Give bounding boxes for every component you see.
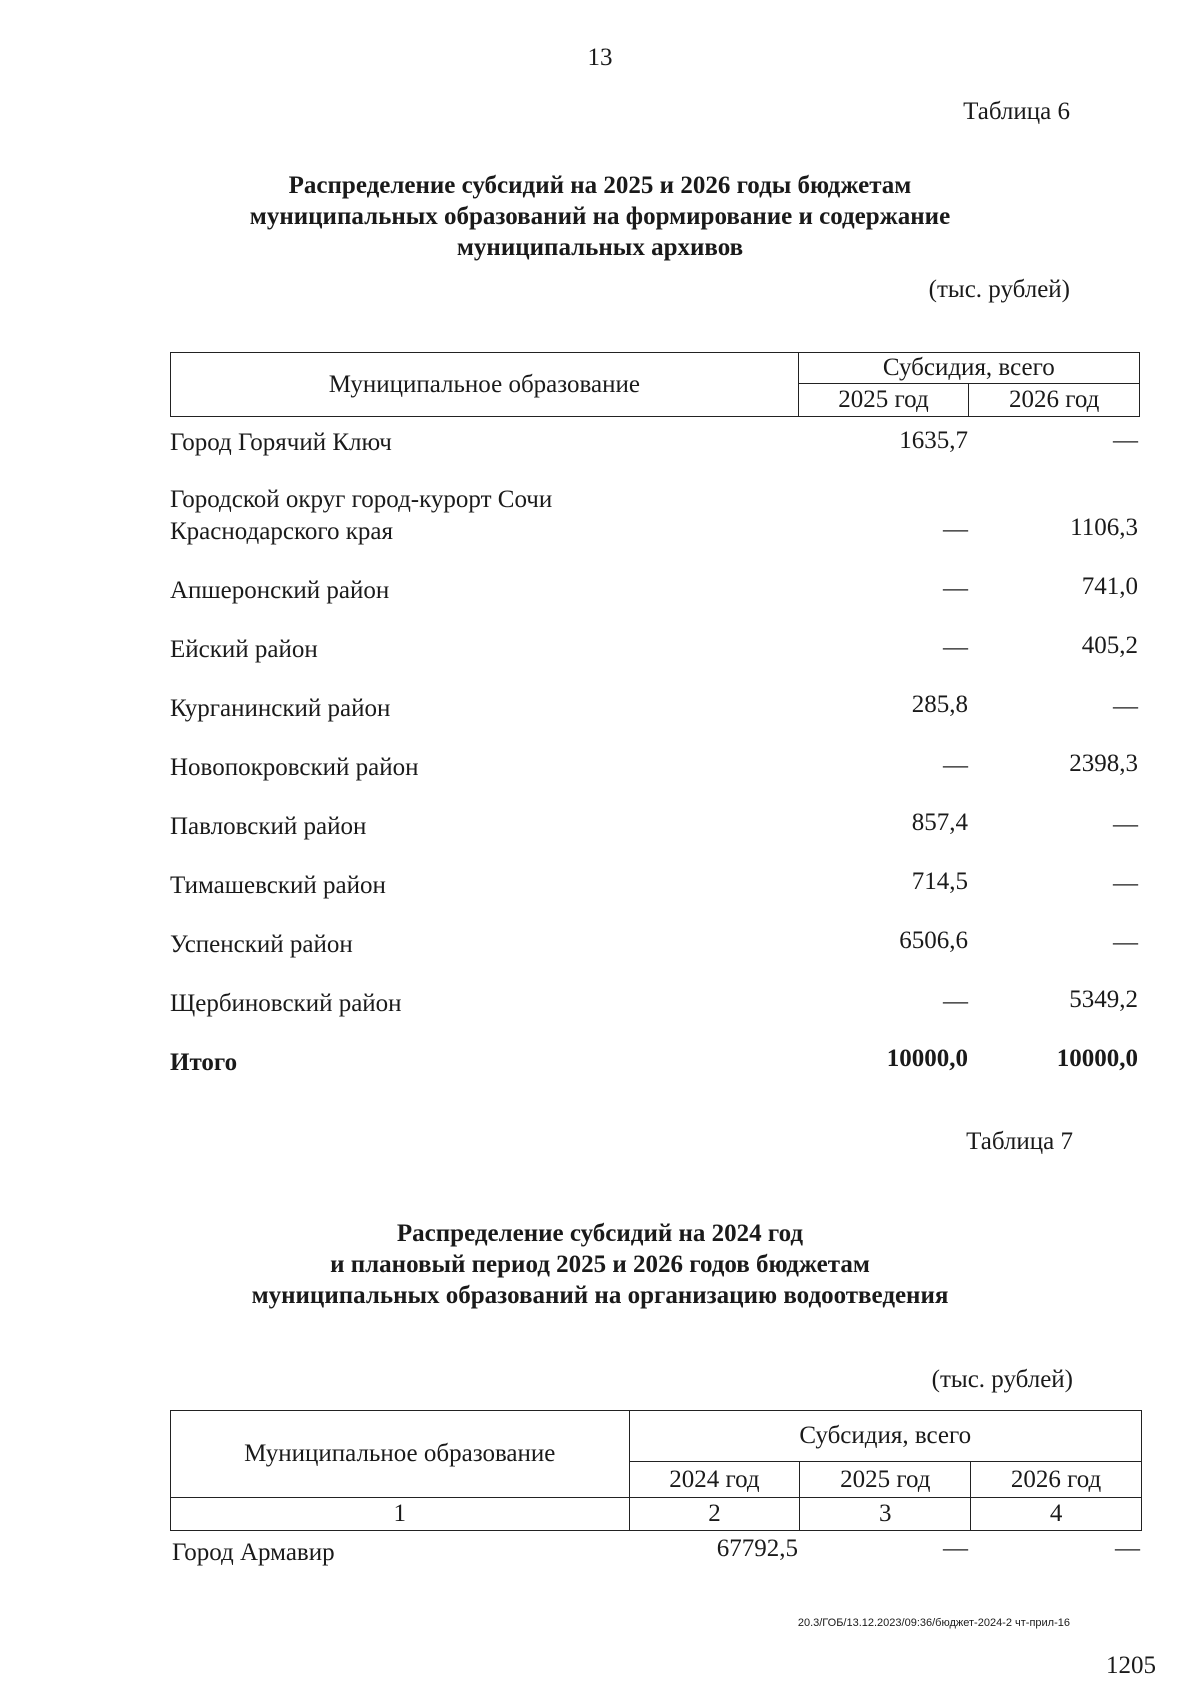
row-label-line: Краснодарского края: [170, 518, 393, 545]
total-2025: 10000,0: [886, 1045, 968, 1072]
page-number: 13: [587, 44, 613, 71]
table-row-label: Успенский район: [170, 931, 353, 958]
header-subsidy-total: Субсидия, всего: [629, 1411, 1141, 1462]
column-number: 3: [800, 1498, 971, 1531]
value-2025: 714,5: [911, 868, 968, 895]
value-2026: 1106,3: [1070, 514, 1138, 541]
value-2024: 67792,5: [716, 1535, 798, 1562]
value-2026: —: [1113, 693, 1138, 720]
value-2026: —: [1113, 929, 1138, 956]
value-2025: —: [943, 575, 968, 602]
column-number: 2: [629, 1498, 800, 1531]
column-number: 4: [971, 1498, 1142, 1531]
table-6-units: (тыс. рублей): [928, 276, 1070, 303]
table-row-label: Новопокровский район: [170, 754, 419, 781]
header-year-2026: 2026 год: [971, 1462, 1142, 1498]
document-code: 20.3/ГОБ/13.12.2023/09:36/бюджет-2024-2 чт-прил-16: [797, 1617, 1070, 1629]
row-label-line: Городской округ город-курорт Сочи: [170, 486, 553, 513]
value-2026: —: [1113, 870, 1138, 897]
total-2026: 10000,0: [1056, 1045, 1138, 1072]
value-2025: —: [943, 1535, 968, 1562]
header-year-2024: 2024 год: [629, 1462, 800, 1498]
value-2025: —: [943, 752, 968, 779]
table-7-header: [170, 1410, 1142, 1531]
table-7-title-line: муниципальных образований на организацию водоотведения: [251, 1282, 949, 1309]
table-row-label: Город Горячий Ключ: [170, 429, 392, 456]
value-2026: —: [1113, 427, 1138, 454]
table-6-header: [170, 352, 1140, 417]
value-2026: 5349,2: [1069, 986, 1138, 1013]
table-7-label: Таблица 7: [966, 1128, 1073, 1155]
table-row-label: Тимашевский район: [170, 872, 386, 899]
table-row-label: Город Армавир: [172, 1539, 335, 1566]
table-6-title-line: муниципальных образований на формирование и содержание: [249, 203, 951, 230]
table-6-title-line: Распределение субсидий на 2025 и 2026 годы бюджетам: [288, 172, 912, 199]
header-municipality: Муниципальное образование: [171, 353, 799, 417]
header-year-2026: 2026 год: [969, 384, 1140, 417]
column-number: 1: [171, 1498, 630, 1531]
header-municipality: Муниципальное образование: [171, 1411, 630, 1498]
header-subsidy-total: Субсидия, всего: [798, 353, 1139, 384]
table-row-label: Курганинский район: [170, 695, 391, 722]
table-7-title: [0, 1218, 1200, 1311]
table-6-label: Таблица 6: [963, 98, 1070, 125]
value-2025: —: [943, 516, 968, 543]
total-label: Итого: [170, 1049, 238, 1076]
value-2025: 6506,6: [899, 927, 968, 954]
table-row-label: Щербиновский район: [170, 990, 402, 1017]
header-year-2025: 2025 год: [798, 384, 969, 417]
value-2025: —: [943, 988, 968, 1015]
value-2025: 1635,7: [899, 427, 968, 454]
table-7-units: (тыс. рублей): [931, 1366, 1073, 1393]
value-2026: —: [1113, 811, 1138, 838]
value-2025: —: [943, 634, 968, 661]
table-6-title: [0, 170, 1200, 263]
value-2026: —: [1115, 1535, 1140, 1562]
table-7-title-line: Распределение субсидий на 2024 год: [396, 1220, 804, 1247]
table-row-label: Апшеронский район: [170, 577, 390, 604]
sheet-number: 1205: [1106, 1652, 1156, 1679]
table-row-label: Ейский район: [170, 636, 318, 663]
value-2026: 741,0: [1081, 573, 1138, 600]
value-2026: 405,2: [1081, 632, 1138, 659]
table-6-title-line: муниципальных архивов: [456, 234, 744, 261]
table-7-title-line: и плановый период 2025 и 2026 годов бюджетам: [330, 1251, 870, 1278]
value-2025: 285,8: [911, 691, 968, 718]
value-2025: 857,4: [911, 809, 968, 836]
header-year-2025: 2025 год: [800, 1462, 971, 1498]
table-row-label: [170, 484, 552, 548]
table-row-label: Павловский район: [170, 813, 367, 840]
value-2026: 2398,3: [1069, 750, 1138, 777]
